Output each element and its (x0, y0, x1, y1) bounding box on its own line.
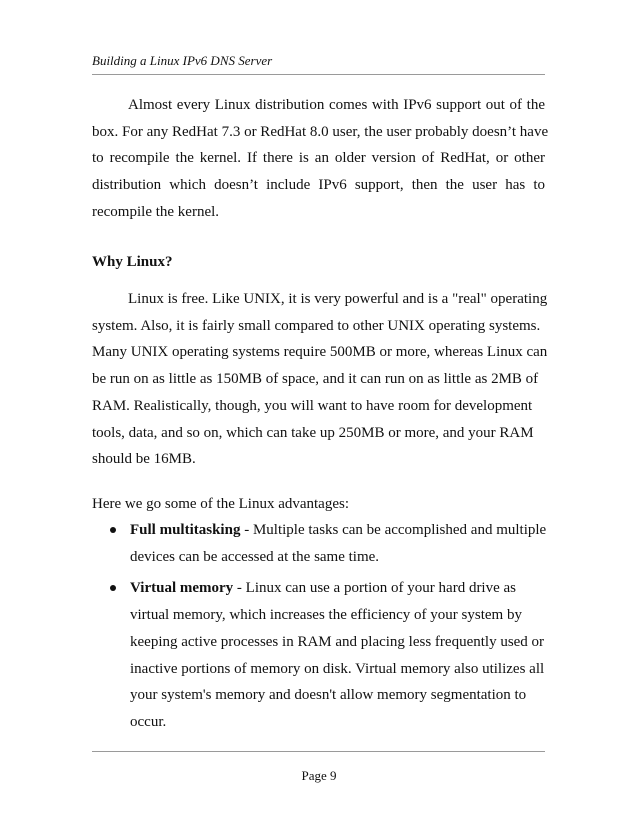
paragraph-line: to recompile the kernel. If there is an older version of RedHat, or other (92, 150, 545, 167)
paragraph-ipv6-support (92, 92, 549, 226)
list-item-line: your system's memory and doesn't allow memory segmentation to (130, 687, 527, 704)
paragraph-line: should be 16MB. (92, 451, 196, 468)
list-item-term: Full multitasking (130, 522, 241, 538)
section-heading: Why Linux? (92, 254, 173, 270)
advantages-list (92, 517, 545, 736)
page-number: Page 9 (301, 768, 337, 783)
paragraph-line: tools, data, and so on, which can take up 250MB or more, and your RAM (92, 424, 534, 441)
paragraph-line: Many UNIX operating systems require 500MB or more, whereas Linux can (92, 344, 548, 361)
paragraph-line: Linux is free. Like UNIX, it is very powerful and is a "real" operating (128, 291, 548, 307)
paragraph-line: Almost every Linux distribution comes with IPv6 support out of the (128, 97, 545, 113)
list-item-line: virtual memory, which increases the efficiency of your system by (130, 607, 522, 624)
header-rule (92, 74, 545, 75)
list-item-line: occur. (130, 713, 167, 730)
bullet-icon (110, 527, 116, 533)
list-item-first-line (130, 517, 545, 544)
list-item-term: Virtual memory (130, 580, 234, 597)
paragraph-line: box. For any RedHat 7.3 or RedHat 8.0 user, the user probably doesn’t have (92, 123, 549, 140)
list-item-text: - Multiple tasks can be accomplished and multiple (240, 522, 547, 538)
list-item-line: keeping active processes in RAM and placing less frequently used or (130, 633, 545, 650)
list-item-line: devices can be accessed at the same time. (130, 548, 380, 565)
list-item-line: inactive portions of memory on disk. Virtual memory also utilizes all (130, 660, 545, 677)
paragraph-line: distribution which doesn’t include IPv6 support, then the user has to (92, 177, 545, 194)
paragraph-line: Here we go some of the Linux advantages: (92, 496, 349, 512)
list-item (92, 517, 545, 570)
paragraph-why-linux (92, 286, 548, 473)
list-item (92, 575, 545, 735)
paragraph-line: system. Also, it is fairly small compared to other UNIX operating systems. (92, 317, 541, 334)
footer-rule (92, 751, 545, 752)
list-item-first-line (130, 575, 545, 602)
paragraph-line: RAM. Realistically, though, you will want to have room for development (92, 397, 533, 414)
paragraph-advantages-intro (92, 491, 545, 518)
paragraph-line: be run on as little as 150MB of space, and it can run on as little as 2MB of (92, 371, 539, 388)
list-item-text: - Linux can use a portion of your hard drive as (233, 580, 517, 597)
running-header-title: Building a Linux IPv6 DNS Server (92, 53, 273, 68)
paragraph-line: recompile the kernel. (92, 203, 220, 220)
bullet-icon (110, 585, 116, 591)
